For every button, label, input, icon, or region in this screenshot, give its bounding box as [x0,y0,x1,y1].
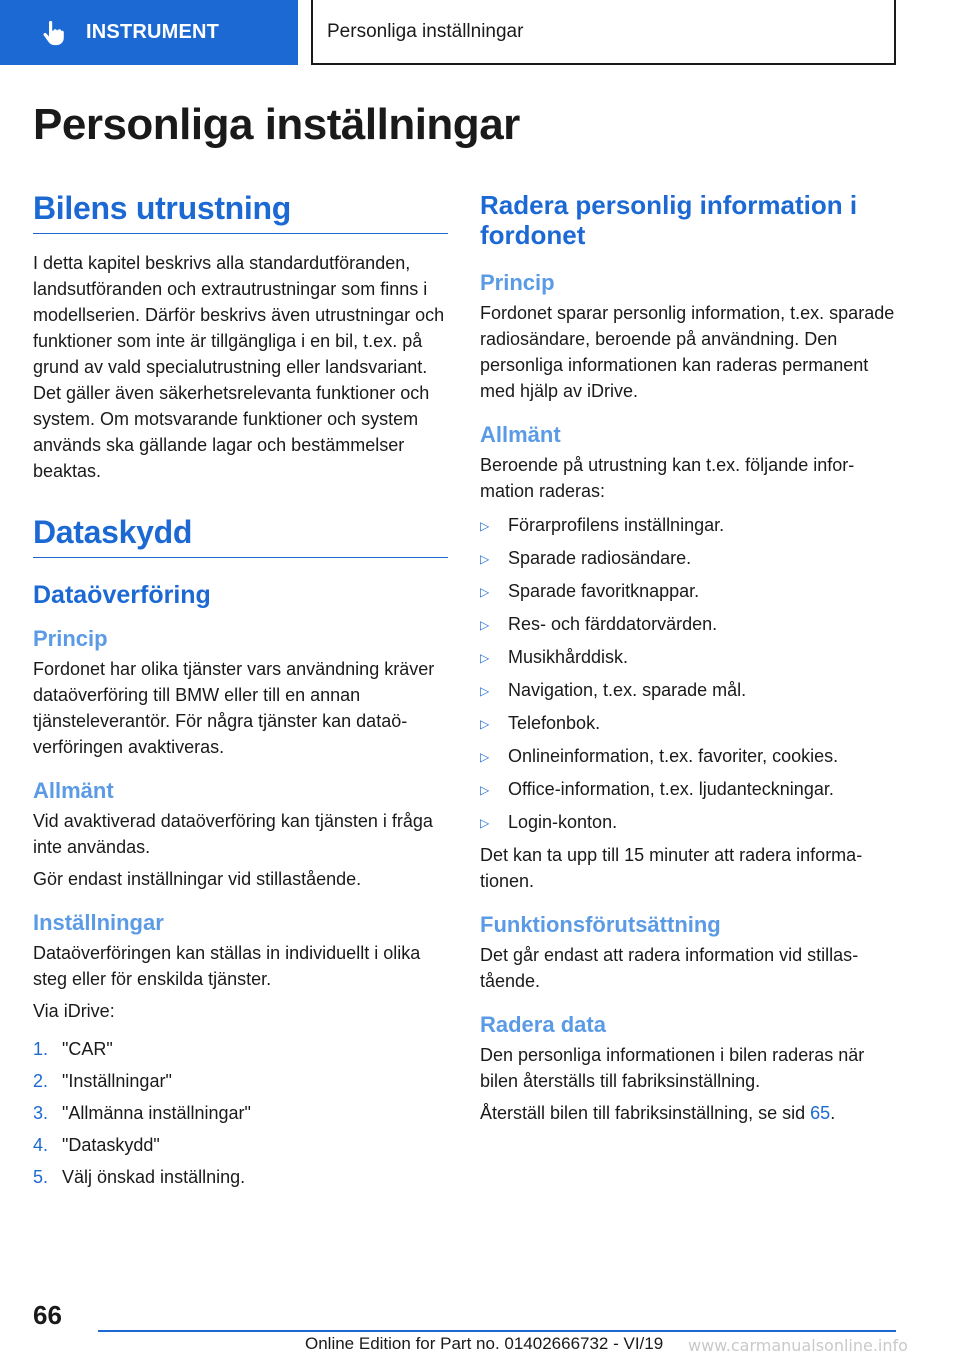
list-item [480,809,898,836]
reset-text: Återställ bilen till fabriksinställning, se sid [480,1103,811,1123]
princip-left-text: Fordonet har olika tjänster vars användning kräver dataöverföring till BMW eller till en annan tjänsteleverantör. För några tjänster kan dataöverföringen avaktiveras. [33,659,435,757]
page-reference-link[interactable]: 65 [810,1103,831,1123]
heading-bilens-utrustning: Bilens utrustning [33,190,448,234]
section-tab[interactable] [0,0,298,65]
list-item [33,1036,448,1062]
list-item [480,776,898,803]
heading-princip-left: Princip [33,626,108,651]
installningar-text1: Dataöverföringen kan ställas in individuellt i olika steg eller för enskilda tjänster. [33,943,421,989]
triangle-bullet-icon: ▷ [480,816,490,830]
heading-radera-data: Radera data [480,1012,606,1037]
list-item-text: Office-information, t.ex. ljudanteckningar. [508,779,834,799]
pointing-hand-icon [40,20,66,46]
step-text: "CAR" [62,1039,113,1059]
list-item [480,578,898,605]
triangle-bullet-icon: ▷ [480,717,490,731]
heading-allmant-right: Allmänt [480,422,561,447]
heading-dataskydd: Dataskydd [33,514,448,558]
triangle-bullet-icon: ▷ [480,651,490,665]
triangle-bullet-icon: ▷ [480,750,490,764]
list-item-text: Navigation, t.ex. sparade mål. [508,680,747,700]
list-item-text: Musikhårddisk. [508,647,629,667]
step-text: Välj önskad inställning. [62,1167,246,1187]
heading-funktionsforutsattning: Funktionsförutsättning [480,912,721,937]
list-item [480,743,898,770]
breadcrumb-text: Personliga inställningar [327,20,524,42]
funktion-text: Det går endast att radera information vid stillastående. [480,945,859,991]
reset-instruction [480,1100,898,1126]
reset-text-end: . [830,1103,836,1123]
list-item [33,1132,448,1158]
list-item-text: Onlineinformation, t.ex. favoriter, cookies. [508,746,839,766]
radera-data-text: Den personliga informationen i bilen raderas när bilen återställs till fabriksinställning. [480,1045,865,1091]
list-item [33,1068,448,1094]
step-number: 3. [33,1103,49,1123]
erasable-info-list [480,512,898,836]
bilens-text: I detta kapitel beskrivs alla standardutföranden, landsutföranden och extrautrustningar som finns i modellserien. Därför beskrivs även utrustningar och funktioner som inte är tillgängliga i en bil, t.ex. på grund av vald specialutrustning eller landsvariant. Det gäller även säkerhetsrelevanta funktioner och system. Om motsvarande funktioner och system används ska gällande lagar och bestämmelser beaktas. [33,253,445,481]
idrive-steps [33,1036,448,1190]
triangle-bullet-icon: ▷ [480,783,490,797]
triangle-bullet-icon: ▷ [480,519,490,533]
princip-right-text: Fordonet sparar personlig information, t.ex. sparade radiosändare, beroende på användning. Den personliga informationen kan raderas permanent med hjälp av iDrive. [480,303,895,401]
page-number: 66 [33,1300,62,1330]
list-item [480,545,898,572]
list-item [480,644,898,671]
heading-princip-right: Princip [480,270,555,295]
left-column [33,190,448,1196]
allmant-right-text: Beroende på utrustning kan t.ex. följande information raderas: [480,455,855,501]
triangle-bullet-icon: ▷ [480,618,490,632]
list-item-text: Förarprofilens inställningar. [508,515,725,535]
list-item [33,1164,448,1190]
list-item [480,512,898,539]
heading-dataoverforing: Dataöverföring [33,581,211,609]
list-item-text: Sparade favoritknappar. [508,581,700,601]
list-item [480,710,898,737]
step-number: 4. [33,1135,49,1155]
triangle-bullet-icon: ▷ [480,684,490,698]
section-label: INSTRUMENT [86,21,220,43]
list-item [480,611,898,638]
after-list-text: Det kan ta upp till 15 minuter att radera informationen. [480,845,863,891]
step-number: 1. [33,1039,49,1059]
step-text: "Inställningar" [62,1071,172,1091]
list-item [480,677,898,704]
triangle-bullet-icon: ▷ [480,552,490,566]
heading-allmant-left: Allmänt [33,778,114,803]
footer-divider [98,1330,896,1332]
installningar-text2: Via iDrive: [33,1001,115,1021]
footer-edition: Online Edition for Part no. 01402666732 - VI/19 [305,1334,664,1353]
allmant-left-text1: Vid avaktiverad dataöverföring kan tjänsten i fråga inte användas. [33,811,433,857]
list-item-text: Telefonbok. [508,713,601,733]
step-number: 5. [33,1167,49,1187]
list-item [33,1100,448,1126]
allmant-left-text2: Gör endast inställningar vid stillastående. [33,869,362,889]
list-item-text: Login-konton. [508,812,618,832]
step-text: "Allmänna inställningar" [62,1103,251,1123]
list-item-text: Sparade radiosändare. [508,548,692,568]
heading-radera-personlig-information: Radera personlig information i fordonet [480,190,858,250]
breadcrumb [311,0,896,65]
list-item-text: Res- och färddatorvärden. [508,614,718,634]
step-number: 2. [33,1071,49,1091]
triangle-bullet-icon: ▷ [480,585,490,599]
watermark: www.carmanualsonline.info [688,1336,908,1355]
page-title: Personliga inställningar [33,100,520,149]
step-text: "Dataskydd" [62,1135,160,1155]
right-column [480,190,898,1132]
heading-installningar: Inställningar [33,910,164,935]
